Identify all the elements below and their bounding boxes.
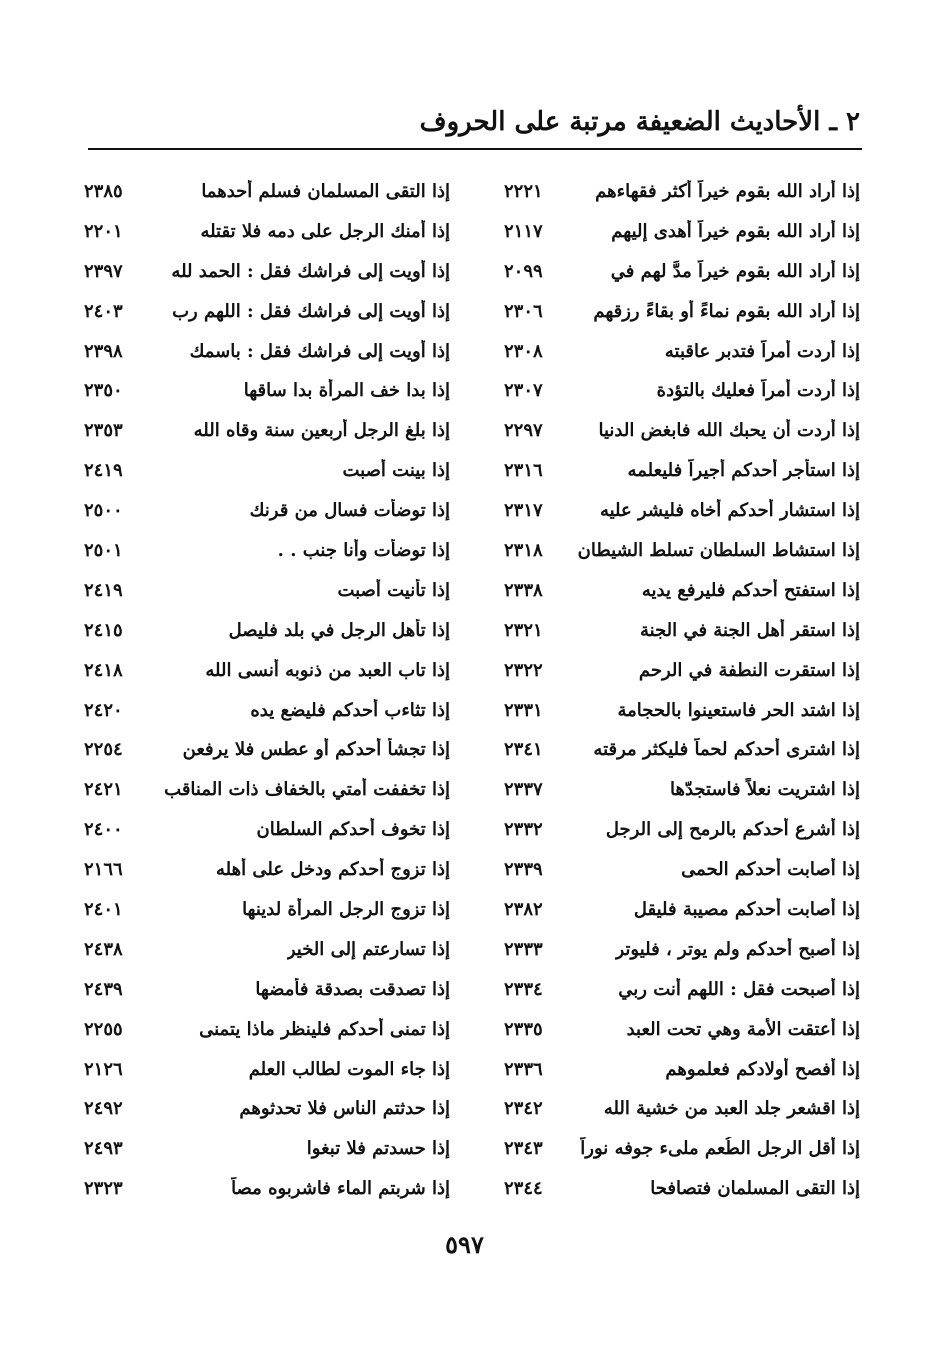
index-entry <box>84 252 450 292</box>
index-entry <box>84 730 450 770</box>
page-number: ٥٩٧ <box>445 1230 484 1259</box>
hadith-incipit: إذا أفصح أولادكم فعلموهم <box>665 1058 860 1080</box>
hadith-incipit: إذا أراد الله بقوم خيراً أكثر فقهاءهم <box>595 180 860 202</box>
hadith-number: ٢٤٩٢ <box>84 1098 123 1120</box>
hadith-number: ٢٣٠٦ <box>504 300 543 322</box>
hadith-number: ٢٣٣٥ <box>504 1018 543 1040</box>
index-entry <box>504 252 860 292</box>
hadith-number: ٢٤٢٠ <box>84 699 123 721</box>
index-entry <box>84 1010 450 1050</box>
hadith-number: ٢٣٣١ <box>504 699 543 721</box>
hadith-incipit: إذا استقر أهل الجنة في الجنة <box>639 619 860 641</box>
index-entry <box>84 292 450 332</box>
hadith-number: ٢٣٠٧ <box>504 380 543 402</box>
index-entry <box>504 411 860 451</box>
hadith-incipit: إذا أراد الله بقوم نماءً أو بقاءً رزقهم <box>593 300 860 322</box>
hadith-number: ٢٢٥٤ <box>84 739 123 761</box>
index-entry <box>84 491 450 531</box>
index-entry <box>504 691 860 731</box>
hadith-incipit: إذا التقى المسلمان فتصافحا <box>650 1178 860 1200</box>
hadith-incipit: إذا أصابت أحدكم الحمى <box>681 859 860 881</box>
hadith-incipit: إذا حدثتم الناس فلا تحدثوهم <box>239 1098 450 1120</box>
hadith-number: ٢٣٢٣ <box>84 1178 123 1200</box>
index-entry <box>504 212 860 252</box>
hadith-incipit: إذا جاء الموت لطالب العلم <box>248 1058 450 1080</box>
hadith-number: ٢٣٩٨ <box>84 340 123 362</box>
hadith-incipit: إذا تخففت أمتي بالخفاف ذات المناقب <box>164 779 450 801</box>
hadith-number: ٢٤٠٠ <box>84 819 123 841</box>
index-entry <box>84 1129 450 1169</box>
hadith-number: ٢٣٣٣ <box>504 938 543 960</box>
index-entry <box>84 850 450 890</box>
index-entry <box>84 810 450 850</box>
hadith-number: ٢٣٣٧ <box>504 779 543 801</box>
hadith-incipit: إذا أردت أمراً فتدبر عاقبته <box>664 340 860 362</box>
index-entry <box>84 1089 450 1129</box>
index-entry <box>84 1169 450 1209</box>
hadith-incipit: إذا اشترى أحدكم لحماً فليكثر مرقته <box>593 739 860 761</box>
hadith-incipit: إذا شربتم الماء فاشربوه مصاً <box>231 1178 450 1200</box>
hadith-incipit: إذا أويت إلى فراشك فقل : الحمد لله <box>171 260 450 282</box>
hadith-incipit: إذا تأنيت أصبت <box>337 579 450 601</box>
index-entry <box>84 451 450 491</box>
hadith-incipit: إذا أردت أن يحبك الله فابغض الدنيا <box>598 420 860 442</box>
hadith-incipit: إذا أراد الله بقوم خيراً مدَّ لهم في <box>610 260 860 282</box>
hadith-incipit: إذا استقرت النطفة في الرحم <box>638 659 860 681</box>
hadith-number: ٢٣٤٣ <box>504 1138 543 1160</box>
hadith-number: ٢٤٣٨ <box>84 938 123 960</box>
hadith-incipit: إذا تثاءب أحدكم فليضع يده <box>250 699 450 721</box>
index-entry <box>84 691 450 731</box>
hadith-number: ٢٣٣٦ <box>504 1058 543 1080</box>
hadith-incipit: إذا أصابت أحدكم مصيبة فليقل <box>633 898 860 920</box>
index-entry <box>504 1010 860 1050</box>
hadith-number: ٢٠٩٩ <box>504 260 543 282</box>
hadith-incipit: إذا تمنى أحدكم فلينظر ماذا يتمنى <box>199 1018 450 1040</box>
index-entry <box>84 770 450 810</box>
hadith-incipit: إذا تخوف أحدكم السلطان <box>256 819 450 841</box>
hadith-incipit: إذا تزوج الرجل المرأة لدينها <box>242 898 450 920</box>
hadith-incipit: إذا اقشعر جلد العبد من خشية الله <box>603 1098 860 1120</box>
index-entry <box>504 850 860 890</box>
index-entry <box>84 371 450 411</box>
hadith-incipit: إذا استأجر أحدكم أجيراً فليعلمه <box>627 460 860 482</box>
hadith-number: ٢٣٣٩ <box>504 859 543 881</box>
hadith-number: ٢٤٣٩ <box>84 978 123 1000</box>
running-header: ٢ ـ الأحاديث الضعيفة مرتبة على الحروف <box>419 107 860 137</box>
index-entry <box>504 1169 860 1209</box>
hadith-incipit: إذا توضأت فسال من قرنك <box>249 500 450 522</box>
index-entry <box>84 930 450 970</box>
hadith-number: ٢٢٠١ <box>84 220 123 242</box>
hadith-incipit: إذا أمنك الرجل على دمه فلا تقتله <box>200 220 450 242</box>
hadith-number: ٢٣١٧ <box>504 500 543 522</box>
hadith-incipit: إذا اشتد الحر فاستعينوا بالحجامة <box>617 699 860 721</box>
index-entry <box>84 212 450 252</box>
hadith-incipit: إذا تصدقت بصدقة فأمضها <box>255 978 450 1000</box>
index-entry <box>84 531 450 571</box>
index-entry <box>504 172 860 212</box>
index-entry <box>504 930 860 970</box>
hadith-incipit: إذا التقى المسلمان فسلم أحدهما <box>201 180 450 202</box>
hadith-incipit: إذا حسدتم فلا تبغوا <box>306 1138 450 1160</box>
index-column-right <box>504 172 860 1209</box>
index-entry <box>504 531 860 571</box>
index-entry <box>84 172 450 212</box>
hadith-number: ٢١١٧ <box>504 220 543 242</box>
index-entry <box>504 571 860 611</box>
index-entry <box>504 371 860 411</box>
hadith-number: ٢٤١٨ <box>84 659 123 681</box>
index-entry <box>504 730 860 770</box>
hadith-incipit: إذا توضأت وأنا جنب . . <box>277 539 450 561</box>
index-entry <box>504 292 860 332</box>
hadith-number: ٢٣٤٤ <box>504 1178 543 1200</box>
hadith-number: ٢٣٥٣ <box>84 420 123 442</box>
hadith-number: ٢٤١٩ <box>84 579 123 601</box>
index-entry <box>84 611 450 651</box>
hadith-number: ٢١٦٦ <box>84 859 123 881</box>
index-entry <box>84 571 450 611</box>
hadith-number: ٢٣٨٥ <box>84 180 123 202</box>
hadith-number: ٢٣٢١ <box>504 619 543 641</box>
hadith-number: ٢٤١٥ <box>84 619 123 641</box>
hadith-incipit: إذا استشار أحدكم أخاه فليشر عليه <box>599 500 860 522</box>
hadith-incipit: إذا أراد الله بقوم خيراً أهدى إليهم <box>611 220 860 242</box>
index-entry <box>504 332 860 372</box>
index-column-left <box>84 172 450 1209</box>
index-entry <box>504 890 860 930</box>
hadith-number: ٢٣٣٤ <box>504 978 543 1000</box>
hadith-incipit: إذا أويت إلى فراشك فقل : اللهم رب <box>172 300 450 322</box>
hadith-number: ٢٢٥٥ <box>84 1018 123 1040</box>
hadith-incipit: إذا تاب العبد من ذنوبه أنسى الله <box>205 659 450 681</box>
hadith-incipit: إذا بينت أصبت <box>342 460 450 482</box>
hadith-incipit: إذا تسارعتم إلى الخير <box>286 938 450 960</box>
hadith-incipit: إذا أقل الرجل الطُعم ملىء جوفه نوراً <box>580 1138 860 1160</box>
hadith-incipit: إذا تجشأ أحدكم أو عطس فلا يرفعن <box>182 739 450 761</box>
index-entry <box>504 1129 860 1169</box>
hadith-incipit: إذا تأهل الرجل في بلد فليصل <box>228 619 450 641</box>
hadith-number: ٢٤٠٣ <box>84 300 123 322</box>
index-entry <box>84 332 450 372</box>
index-entry <box>84 411 450 451</box>
hadith-number: ٢٤٢١ <box>84 779 123 801</box>
hadith-number: ٢٣٣٨ <box>504 579 543 601</box>
hadith-incipit: إذا استشاط السلطان تسلط الشيطان <box>577 539 860 561</box>
hadith-incipit: إذا استفتح أحدكم فليرفع يديه <box>641 579 860 601</box>
index-entry <box>84 1050 450 1090</box>
hadith-number: ٢٣٤١ <box>504 739 543 761</box>
hadith-incipit: إذا اشتريت نعلاً فاستجدّها <box>669 779 860 801</box>
hadith-incipit: إذا أويت إلى فراشك فقل : باسمك <box>189 340 450 362</box>
hadith-number: ٢٢٢١ <box>504 180 543 202</box>
hadith-number: ٢١٢٦ <box>84 1058 123 1080</box>
hadith-number: ٢٤٩٣ <box>84 1138 123 1160</box>
index-entry <box>504 970 860 1010</box>
hadith-number: ٢٥٠٠ <box>84 500 123 522</box>
hadith-incipit: إذا بلغ الرجل أربعين سنة وقاه الله <box>193 420 450 442</box>
hadith-number: ٢٢٩٧ <box>504 420 543 442</box>
index-entry <box>504 810 860 850</box>
hadith-number: ٢٥٠١ <box>84 539 123 561</box>
hadith-number: ٢٣٣٢ <box>504 819 543 841</box>
index-entry <box>84 651 450 691</box>
index-entry <box>504 491 860 531</box>
hadith-incipit: إذا أردت أمراً فعليك بالتؤدة <box>656 380 860 402</box>
index-entry <box>504 1050 860 1090</box>
hadith-incipit: إذا أشرع أحدكم بالرمح إلى الرجل <box>605 819 860 841</box>
hadith-incipit: إذا أصبح أحدكم ولم يوتر ، فليوتر <box>615 938 860 960</box>
index-entry <box>504 651 860 691</box>
hadith-incipit: إذا أصبحت فقل : اللهم أنت ربي <box>618 978 860 1000</box>
hadith-number: ٢٣١٦ <box>504 460 543 482</box>
index-entry <box>504 770 860 810</box>
hadith-number: ٢٤٠١ <box>84 898 123 920</box>
hadith-number: ٢٣٨٢ <box>504 898 543 920</box>
hadith-number: ٢٣٠٨ <box>504 340 543 362</box>
index-entry <box>504 1089 860 1129</box>
hadith-number: ٢٣٥٠ <box>84 380 123 402</box>
hadith-incipit: إذا بدا خف المرأة بدا ساقها <box>243 380 450 402</box>
index-entry <box>504 451 860 491</box>
hadith-incipit: إذا تزوج أحدكم ودخل على أهله <box>216 859 450 881</box>
index-entry <box>504 611 860 651</box>
hadith-number: ٢٣٩٧ <box>84 260 123 282</box>
hadith-number: ٢٤١٩ <box>84 460 123 482</box>
index-entry <box>84 970 450 1010</box>
hadith-number: ٢٣١٨ <box>504 539 543 561</box>
header-rule <box>88 148 862 150</box>
index-entry <box>84 890 450 930</box>
hadith-number: ٢٣٤٢ <box>504 1098 543 1120</box>
hadith-incipit: إذا أعتقت الأمة وهي تحت العبد <box>626 1018 860 1040</box>
hadith-number: ٢٣٢٢ <box>504 659 543 681</box>
